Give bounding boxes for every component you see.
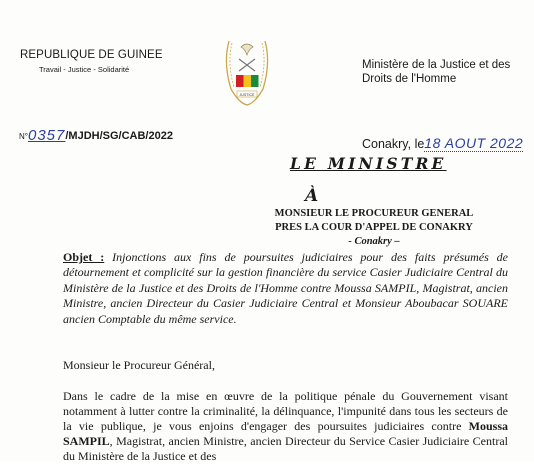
date-line: [362, 135, 523, 151]
coat-of-arms-icon: [219, 33, 275, 109]
body-paragraph: [63, 389, 508, 464]
subject-text: Injonctions aux fins de poursuites judiciaires pour des faits présumés de détournement et complicité sur la gestion financière du service Casier Judiciaire Central du Ministère de la Justice et des Droits de l'Homme contre Moussa SAMPIL, Magistrat, ancien Ministre, ancien Directeur du Casier Judiciaire Central et Monsieur Aboubacar SOUARE ancien Comptable du même service.: [63, 250, 509, 326]
seal-motto: JUSTICE: [239, 92, 255, 97]
salutation: Monsieur le Procureur Général,: [63, 358, 215, 372]
date-handwritten: 18 AOUT 2022: [424, 135, 524, 151]
body-text-1: Dans le cadre de la mise en œuvre de la politique pénale du Gouvernement visant notamment à lutter contre la criminalité, la délinquance, l'impunité dans tous les secteurs de la vie publique, je vous enjoins d'engager des poursuites judiciaires contre: [63, 389, 508, 434]
recipient-line-1: MONSIEUR LE PROCUREUR GENERAL: [274, 208, 474, 219]
republic-title: REPUBLIQUE DE GUINEE: [20, 49, 163, 61]
body-accused-name: Moussa SAMPIL: [63, 419, 508, 449]
recipient-line-3: - Conakry –: [348, 236, 400, 247]
ministry-name: Ministère de la Justice et des Droits de l'Homme: [362, 59, 511, 85]
subject-label: Objet :: [63, 250, 105, 264]
date-place: Conakry, le: [362, 137, 425, 151]
sender-title: LE MINISTRE: [290, 154, 447, 173]
national-motto: Travail - Justice - Solidarité: [39, 65, 130, 74]
body-text-2: , Magistrat, ancien Ministre, ancien Directeur du Service Casier Judiciaire Central du Ministère de la Justice et des: [63, 434, 508, 464]
to-word: À: [305, 186, 319, 206]
reference-suffix: /MJDH/SG/CAB/2022: [65, 130, 173, 142]
subject-paragraph: [63, 250, 508, 327]
reference-handwritten-number: 0357: [27, 127, 66, 144]
reference-number: [19, 126, 173, 143]
recipient-line-2: PRES LA COUR D'APPEL DE CONAKRY: [275, 222, 473, 233]
reference-prefix: N°: [19, 132, 28, 141]
